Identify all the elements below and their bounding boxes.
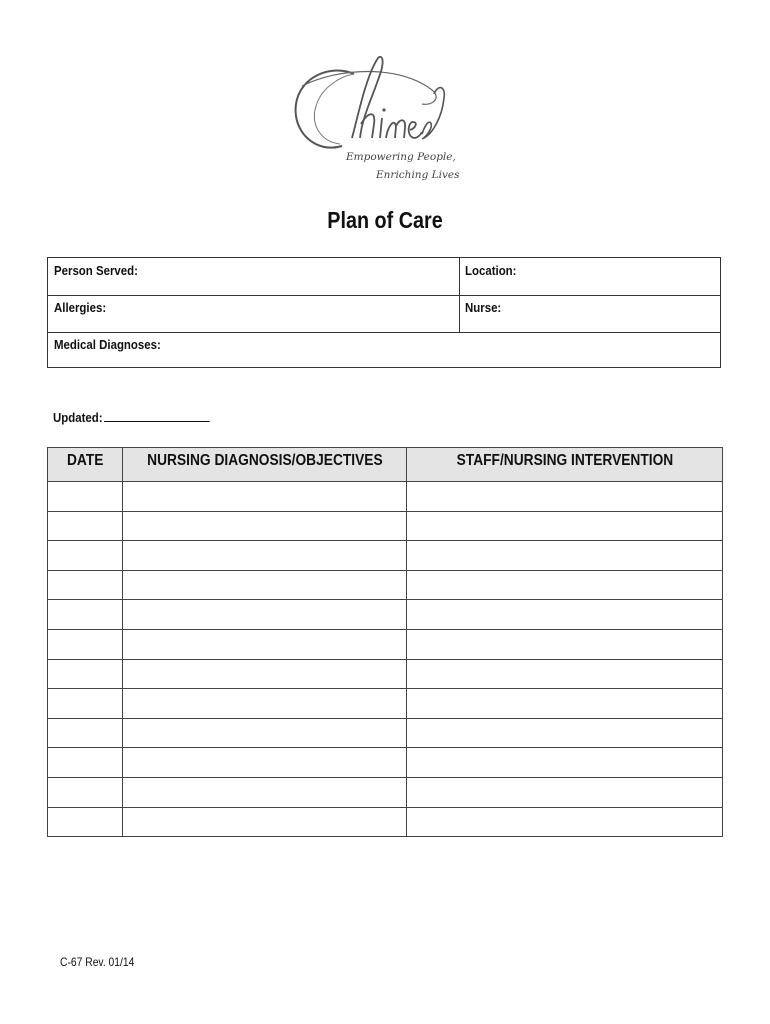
info-row-allergies — [48, 295, 720, 333]
medical-diagnoses-label: Medical Diagnoses: — [54, 337, 161, 352]
allergies-label: Allergies: — [54, 300, 107, 315]
intervention-cell[interactable] — [407, 629, 723, 659]
diagnosis-cell[interactable] — [123, 570, 407, 600]
date-cell[interactable] — [48, 689, 123, 719]
diagnosis-cell[interactable] — [123, 600, 407, 630]
diagnosis-cell[interactable] — [123, 777, 407, 807]
intervention-cell[interactable] — [407, 600, 723, 630]
patient-info-box — [47, 257, 721, 368]
date-cell[interactable] — [48, 748, 123, 778]
diagnosis-cell[interactable] — [123, 511, 407, 541]
table-row — [48, 570, 723, 600]
info-row-person — [48, 258, 720, 296]
updated-blank-line[interactable] — [104, 409, 210, 422]
table-row — [48, 748, 723, 778]
diagnosis-cell[interactable] — [123, 807, 407, 837]
updated-label: Updated: — [53, 410, 103, 425]
date-cell[interactable] — [48, 570, 123, 600]
page-title: Plan of Care — [327, 207, 443, 233]
intervention-cell[interactable] — [407, 541, 723, 571]
person-served-field[interactable] — [48, 258, 460, 295]
intervention-cell[interactable] — [407, 689, 723, 719]
intervention-cell[interactable] — [407, 511, 723, 541]
intervention-cell[interactable] — [407, 718, 723, 748]
nurse-label: Nurse: — [465, 300, 502, 315]
date-cell[interactable] — [48, 807, 123, 837]
logo-tagline-2: Enriching Lives — [376, 169, 460, 181]
date-cell[interactable] — [48, 629, 123, 659]
date-cell[interactable] — [48, 600, 123, 630]
diagnosis-cell[interactable] — [123, 541, 407, 571]
chimes-logo — [282, 46, 462, 186]
date-cell[interactable] — [48, 777, 123, 807]
intervention-cell[interactable] — [407, 748, 723, 778]
table-row — [48, 541, 723, 571]
diagnosis-cell[interactable] — [123, 482, 407, 512]
table-row — [48, 777, 723, 807]
diagnosis-cell[interactable] — [123, 659, 407, 689]
form-revision: C-67 Rev. 01/14 — [60, 955, 135, 969]
location-label: Location: — [465, 263, 517, 278]
table-row — [48, 718, 723, 748]
care-plan-table — [47, 447, 723, 837]
header-nursing-diagnosis: NURSING DIAGNOSIS/OBJECTIVES — [123, 448, 407, 482]
table-row — [48, 659, 723, 689]
table-row — [48, 511, 723, 541]
intervention-cell[interactable] — [407, 659, 723, 689]
date-cell[interactable] — [48, 718, 123, 748]
header-date: DATE — [48, 448, 123, 482]
chimes-logo-mark — [282, 46, 462, 186]
intervention-cell[interactable] — [407, 807, 723, 837]
table-row — [48, 600, 723, 630]
intervention-cell[interactable] — [407, 777, 723, 807]
diagnosis-cell[interactable] — [123, 748, 407, 778]
intervention-cell[interactable] — [407, 482, 723, 512]
medical-diagnoses-field[interactable] — [48, 332, 720, 368]
diagnosis-cell[interactable] — [123, 689, 407, 719]
logo-tagline-1: Empowering People, — [346, 151, 456, 163]
location-field[interactable] — [459, 258, 720, 295]
table-row — [48, 807, 723, 837]
person-served-label: Person Served: — [54, 263, 138, 278]
date-cell[interactable] — [48, 659, 123, 689]
header-staff-intervention: STAFF/NURSING INTERVENTION — [407, 448, 723, 482]
allergies-field[interactable] — [48, 295, 460, 332]
updated-field[interactable] — [53, 409, 210, 425]
table-row — [48, 689, 723, 719]
intervention-cell[interactable] — [407, 570, 723, 600]
nurse-field[interactable] — [459, 295, 720, 332]
table-row — [48, 629, 723, 659]
table-header-row — [48, 448, 723, 482]
date-cell[interactable] — [48, 541, 123, 571]
diagnosis-cell[interactable] — [123, 718, 407, 748]
date-cell[interactable] — [48, 511, 123, 541]
diagnosis-cell[interactable] — [123, 629, 407, 659]
date-cell[interactable] — [48, 482, 123, 512]
table-row — [48, 482, 723, 512]
